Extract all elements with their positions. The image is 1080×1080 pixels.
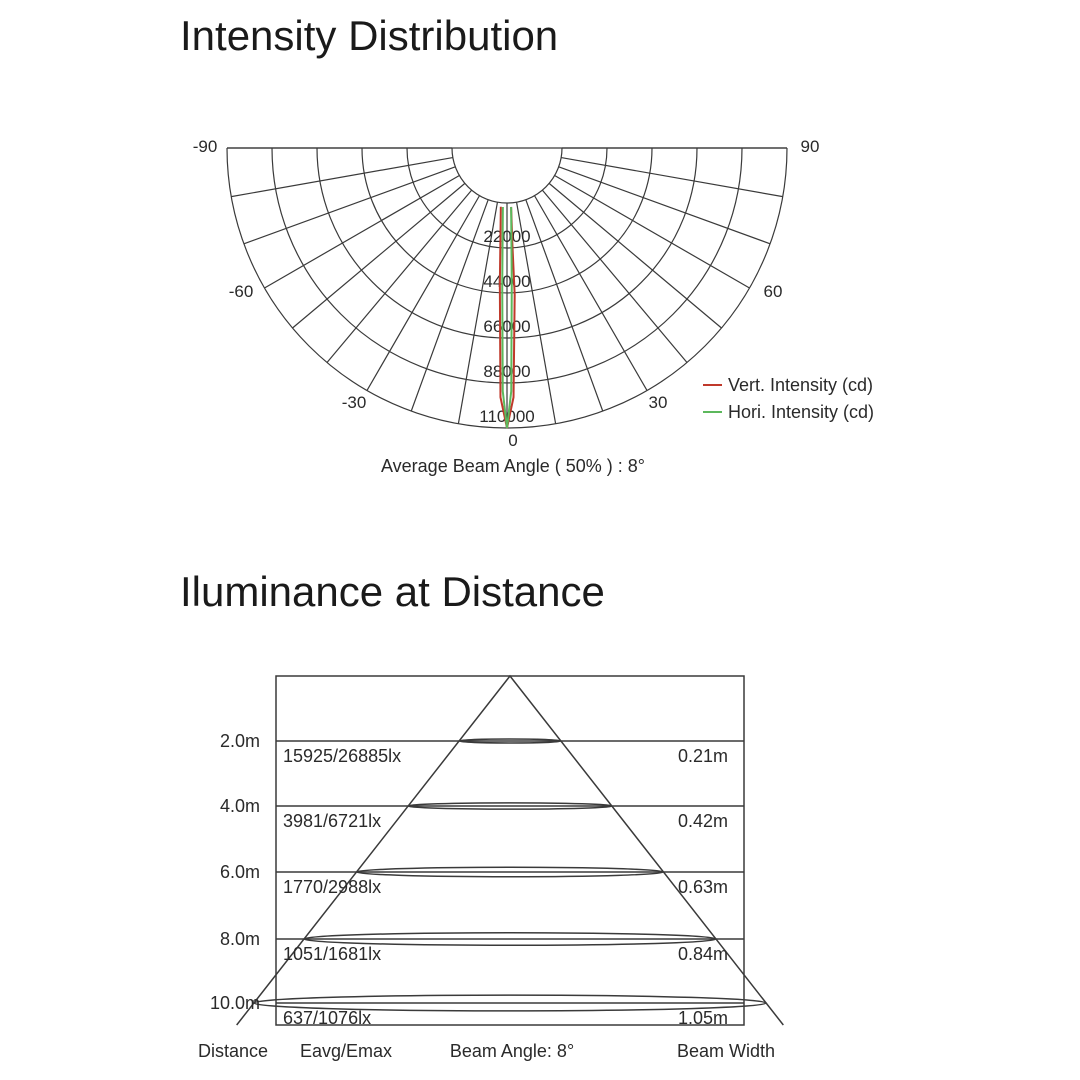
beam-cone [237,676,784,1025]
radial-tick-label: 44000 [483,272,531,291]
illuminance-at-distance-title: Iluminance at Distance [180,568,605,615]
lux-value-label: 637/1076lx [283,1008,372,1028]
distance-label: 4.0m [219,796,260,816]
angle-tick-label: -30 [341,393,367,412]
distance-label: 6.0m [219,862,260,882]
distance-label: 10.0m [209,993,260,1013]
distance-label: 8.0m [219,929,260,949]
radial-tick-label: 66000 [483,317,531,336]
beam-width-label: 0.84m [677,944,728,964]
angle-tick-label: 60 [763,282,783,301]
lux-value-label: 1051/1681lx [283,944,382,964]
lux-value-label: 3981/6721lx [283,811,382,831]
column-header: Beam Width [676,1041,776,1061]
angle-tick-label: 90 [800,137,820,156]
angle-tick-label: -60 [228,282,254,301]
radial-tick-label: 110000 [479,407,535,426]
lux-value-label: 1770/2988lx [283,877,382,897]
illuminance-table-grid [237,676,784,1025]
distance-label: 2.0m [219,731,260,751]
angle-tick-label: 0 [508,431,518,450]
radial-tick-label: 22000 [483,227,531,246]
beam-width-label: 0.63m [677,877,728,897]
legend-label: Hori. Intensity (cd) [728,402,875,422]
radial-tick-label: 88000 [483,362,531,381]
beam-width-label: 1.05m [677,1008,728,1028]
beam-width-label: 0.42m [677,811,728,831]
column-header: Distance [197,1041,269,1061]
beam-width-label: 0.21m [677,746,728,766]
angle-tick-label: -90 [192,137,218,156]
lux-value-label: 15925/26885lx [283,746,402,766]
column-header: Eavg/Emax [299,1041,393,1061]
average-beam-angle-annotation: Average Beam Angle ( 50% ) : 8° [380,456,646,476]
legend-label: Vert. Intensity (cd) [728,375,874,395]
table-border [276,676,744,1025]
column-header: Beam Angle: 8° [449,1041,575,1061]
intensity-distribution-title: Intensity Distribution [180,12,559,59]
angle-tick-label: 30 [648,393,668,412]
